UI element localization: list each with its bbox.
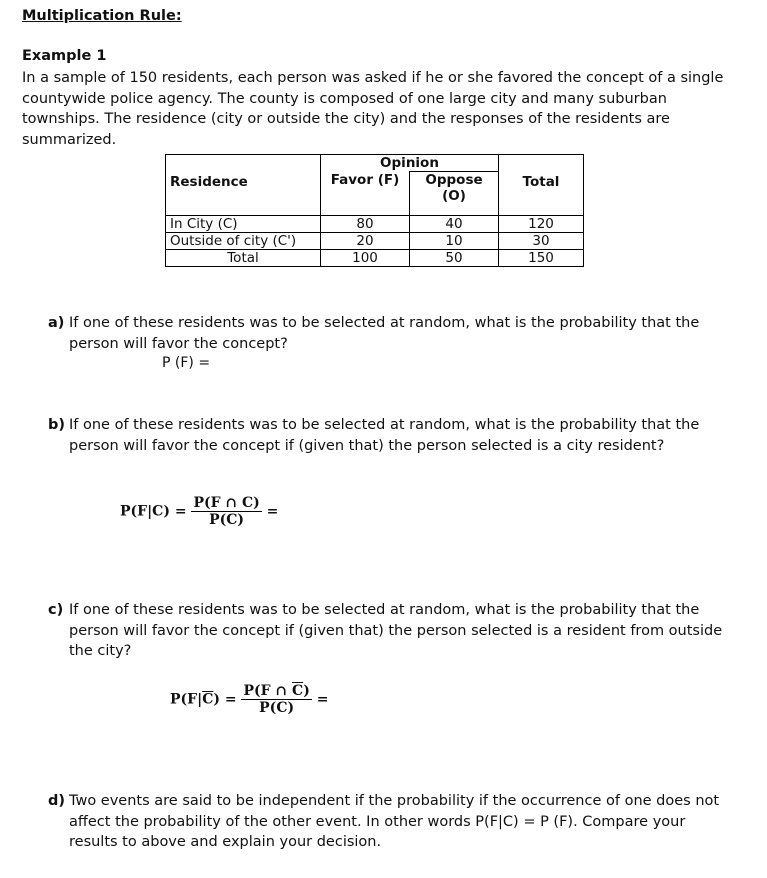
question-label: b) (48, 417, 66, 433)
formula-b (120, 495, 278, 528)
opinion-header: Opinion (321, 155, 499, 172)
oppose-header (410, 172, 499, 216)
question-label: d) (48, 793, 66, 809)
formula-numerator: P(F ∩ $\overline{C}$) (243, 683, 310, 699)
formula-fraction (191, 495, 261, 528)
formula-c (170, 683, 328, 716)
question-text: If one of these residents was to be selected at random, what is the probability that the person will favor the concept if (given that) the person selected is a city resident? (69, 417, 700, 454)
cell-oppose: 40 (410, 216, 499, 233)
table-corner (166, 155, 321, 172)
formula-lhs: P(F|C) = (120, 503, 187, 520)
contingency-table (165, 154, 584, 267)
question-label: c) (48, 602, 64, 618)
formula-fraction (241, 683, 311, 716)
residence-header: Residence (166, 172, 321, 216)
total-header: Total (499, 172, 584, 216)
cell-favor: 100 (321, 250, 410, 267)
formula-numerator: P(F ∩ C) (193, 495, 260, 511)
cell-favor: 80 (321, 216, 410, 233)
row-label: Outside of city (C') (166, 233, 321, 250)
intro-paragraph: In a sample of 150 residents, each person was asked if he or she favored the concept of a single countywide police agency. The county is composed of one large city and many suburban townships. The residence (city or outside the city) and the responses of the residents are summarized. (22, 70, 724, 148)
oppose-header-line1: Oppose (425, 172, 483, 188)
section-heading: Multiplication Rule: (22, 8, 182, 24)
favor-header: Favor (F) (321, 172, 410, 216)
question-text: If one of these residents was to be selected at random, what is the probability that the person will favor the concept? (69, 315, 700, 352)
example-label: Example 1 (22, 48, 107, 64)
formula-denominator: $P(\overline{C})$ (259, 700, 295, 716)
question-b (48, 415, 738, 456)
formula-lhs: $P(F|\overline{C})$ = (170, 691, 237, 708)
question-a (48, 313, 738, 354)
formula-denominator: P(C) (209, 512, 245, 528)
cell-oppose: 10 (410, 233, 499, 250)
formula-equals: = (266, 503, 279, 520)
question-d (48, 791, 738, 853)
cell-oppose: 50 (410, 250, 499, 267)
question-text: If one of these residents was to be selected at random, what is the probability that the person will favor the concept if (given that) the person selected is a resident from outside the city? (69, 602, 723, 659)
question-c (48, 600, 738, 662)
row-label: Total (166, 250, 321, 267)
total-header-top (499, 155, 584, 172)
answer-a: P (F) = (162, 355, 211, 371)
row-label: In City (C) (166, 216, 321, 233)
cell-total: 30 (499, 233, 584, 250)
cell-total: 150 (499, 250, 584, 267)
formula-equals: = (316, 691, 329, 708)
cell-favor: 20 (321, 233, 410, 250)
cell-total: 120 (499, 216, 584, 233)
question-label: a) (48, 315, 65, 331)
oppose-header-line2: (O) (442, 188, 466, 204)
question-text: Two events are said to be independent if the probability if the occurrence of one does not affect the probability of the other event. In other words P(F|C) = P (F). Compare your results to above and explain your decision. (69, 793, 720, 850)
